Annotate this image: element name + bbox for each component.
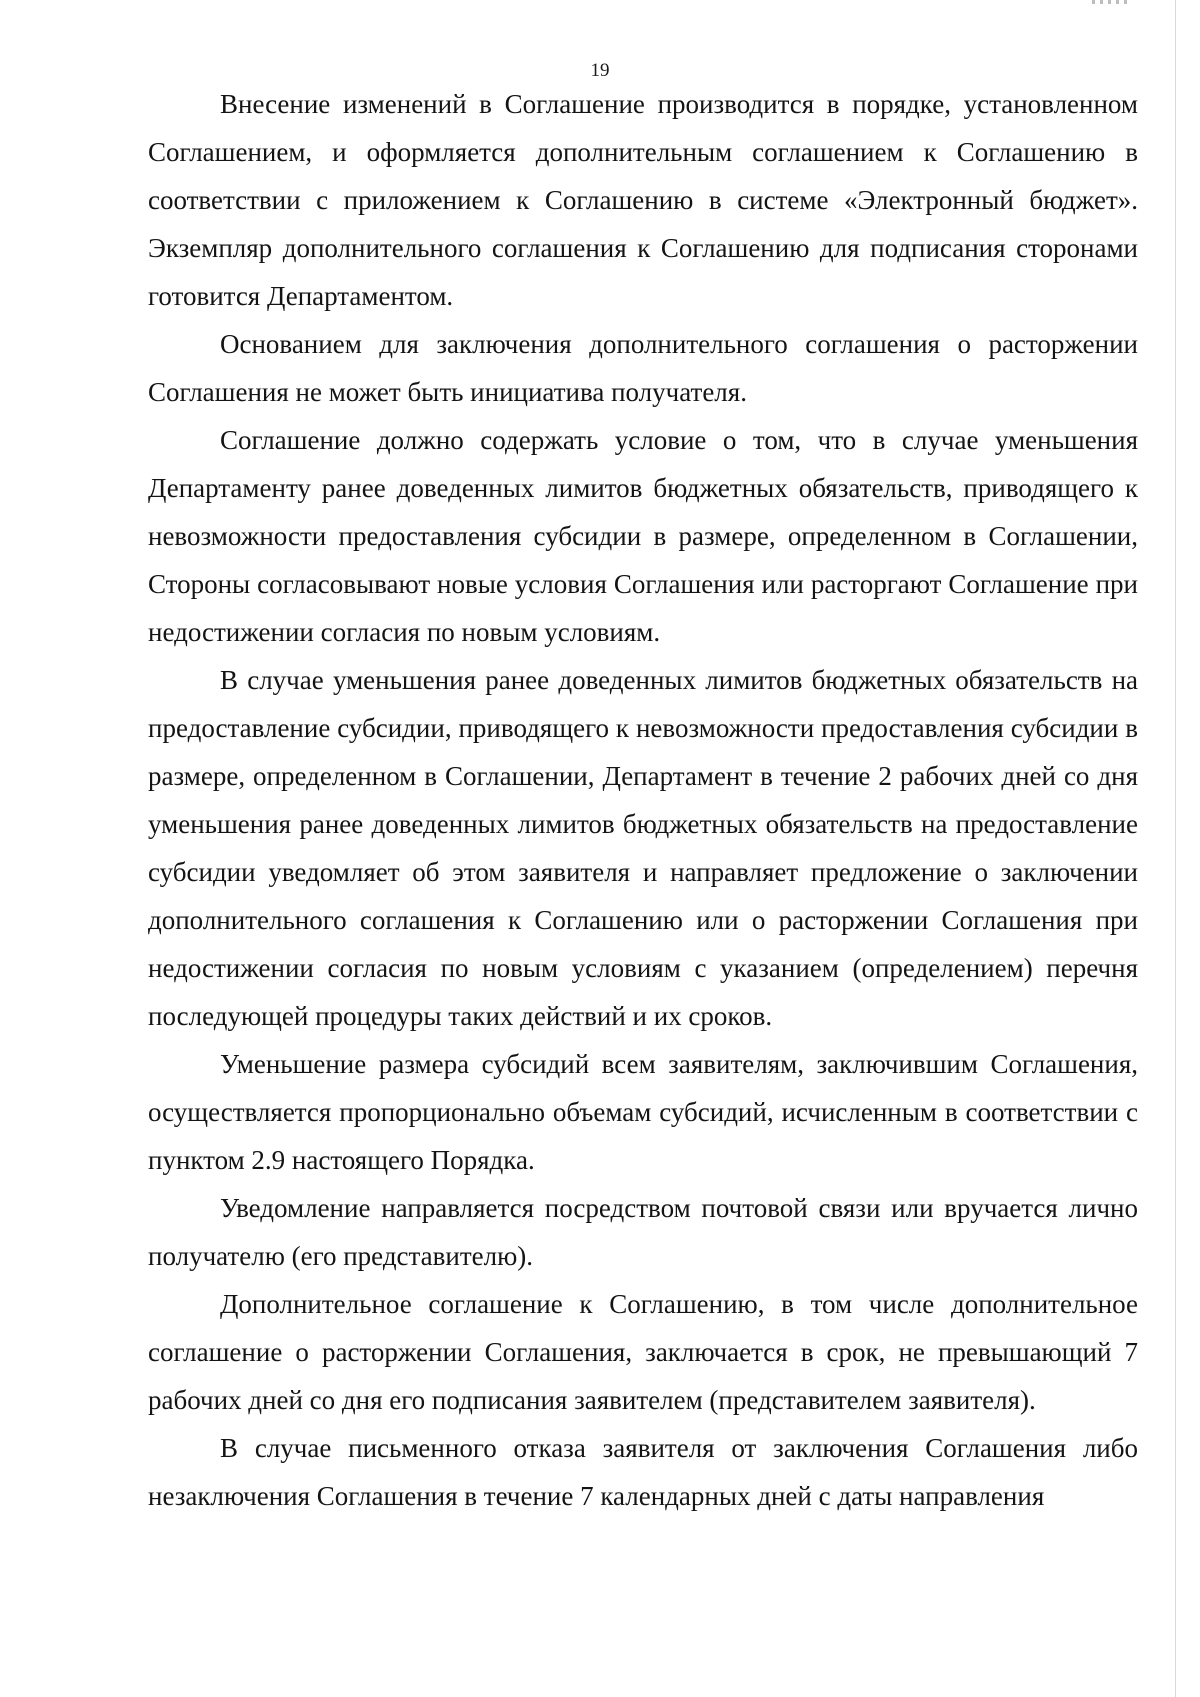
paragraph: Соглашение должно содержать условие о том, что в случае уменьшения Департаменту ранее доведенных лимитов бюджетных обязательств, приводящего к невозможности предоставления субсидии в размере, определенном в Соглашении, Стороны согласовывают новые условия Соглашения или расторгают Соглашение при недостижении согласия по новым условиям. — [148, 425, 1138, 647]
paragraph: Уведомление направляется посредством почтовой связи или вручается лично получателю (его представителю). — [148, 1193, 1138, 1271]
document-body — [148, 80, 1138, 1520]
scan-edge-line — [1175, 0, 1176, 1697]
scan-edge-marks — [1092, 0, 1132, 4]
paragraph: Дополнительное соглашение к Соглашению, в том числе дополнительное соглашение о расторжении Соглашения, заключается в срок, не превышающий 7 рабочих дней со дня его подписания заявителем (представителем заявителя). — [148, 1289, 1138, 1415]
page-number: 19 — [590, 60, 610, 81]
paragraph: Уменьшение размера субсидий всем заявителям, заключившим Соглашения, осуществляется пропорционально объемам субсидий, исчисленным в соответствии с пунктом 2.9 настоящего Порядка. — [148, 1049, 1138, 1175]
paragraph: В случае уменьшения ранее доведенных лимитов бюджетных обязательств на предоставление субсидии, приводящего к невозможности предоставления субсидии в размере, определенном в Соглашении, Департамент в течение 2 рабочих дней со дня уменьшения ранее доведенных лимитов бюджетных обязательств на предоставление субсидии уведомляет об этом заявителя и направляет предложение о заключении дополнительного соглашения к Соглашению или о расторжении Соглашения при недостижении согласия по новым условиям с указанием (определением) перечня последующей процедуры таких действий и их сроков. — [148, 665, 1138, 1031]
paragraph: Основанием для заключения дополнительного соглашения о расторжении Соглашения не может быть инициатива получателя. — [148, 329, 1138, 407]
paragraph: В случае письменного отказа заявителя от заключения Соглашения либо незаключения Соглашения в течение 7 календарных дней с даты направления — [148, 1433, 1138, 1511]
paragraph: Внесение изменений в Соглашение производится в порядке, установленном Соглашением, и оформляется дополнительным соглашением к Соглашению в соответствии с приложением к Соглашению в системе «Электронный бюджет». Экземпляр дополнительного соглашения к Соглашению для подписания сторонами готовится Департаментом. — [148, 89, 1138, 311]
